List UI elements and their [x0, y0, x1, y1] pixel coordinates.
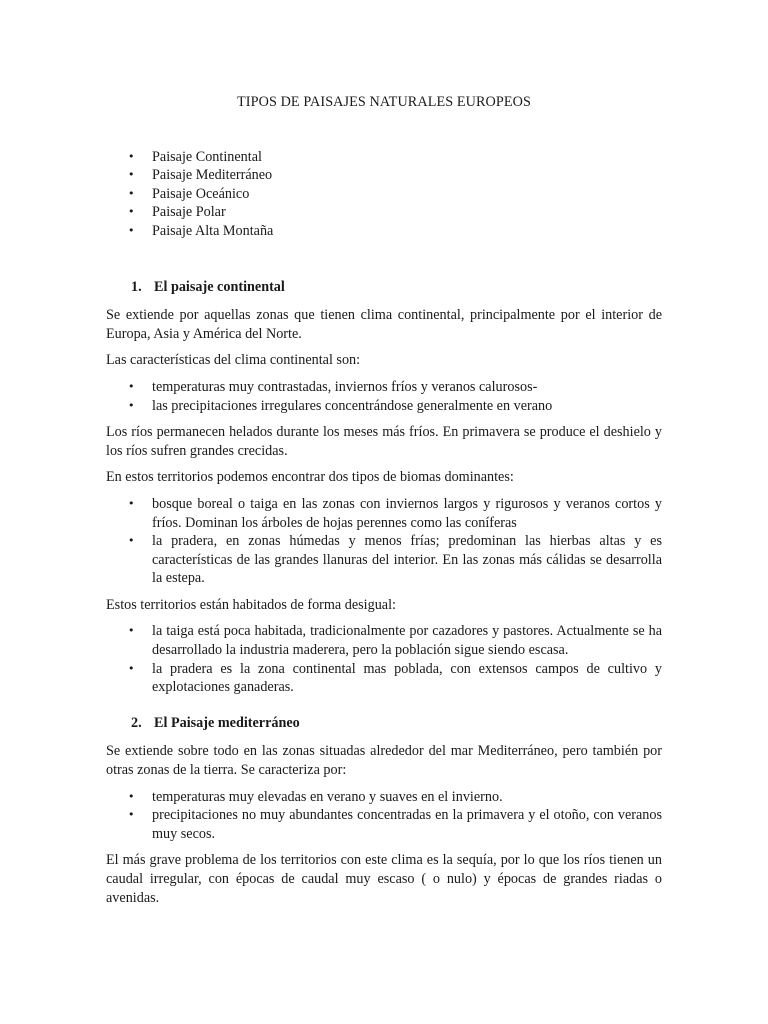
bullet-icon: •: [128, 496, 135, 510]
bullet-icon: •: [128, 624, 135, 638]
landscape-types-list: [106, 148, 662, 241]
climate-list: [106, 378, 662, 415]
section-title: El paisaje continental: [154, 278, 285, 295]
section-title: El Paisaje mediterráneo: [154, 714, 300, 731]
list-item: • temperaturas muy elevadas en verano y suaves en el invierno.: [128, 788, 503, 805]
paragraph: Se extiende por aquellas zonas que tienen clima continental, principalmente por el interior de Europa, Asia y América del Norte.: [106, 307, 662, 342]
list-item: • bosque boreal o taiga en las zonas con inviernos largos y rigurosos y veranos cortos y fríos. Dominan los árboles de hojas perennes como las coníferas: [128, 495, 662, 531]
bullet-icon: •: [128, 808, 135, 822]
paragraph: Los ríos permanecen helados durante los meses más fríos. En primavera se produce el deshielo y los ríos sufren grandes crecidas.: [106, 424, 662, 459]
bullet-icon: •: [128, 149, 135, 163]
paragraph: En estos territorios podemos encontrar dos tipos de biomas dominantes:: [106, 469, 514, 486]
bullet-icon: •: [128, 186, 135, 200]
list-item: • temperaturas muy contrastadas, inviernos fríos y veranos calurosos-: [128, 378, 538, 395]
list-item: • la pradera es la zona continental mas poblada, con extensos campos de cultivo y explotaciones ganaderas.: [128, 660, 662, 696]
bullet-icon: •: [128, 223, 135, 237]
paragraph: Estos territorios están habitados de forma desigual:: [106, 596, 396, 613]
habitation-list: [106, 622, 662, 696]
list-item: • precipitaciones no muy abundantes concentradas en la primavera y el otoño, con veranos muy secos.: [128, 807, 662, 842]
list-item: • Paisaje Oceánico: [128, 185, 250, 202]
section-number: 1.: [131, 278, 142, 295]
list-item: • Paisaje Alta Montaña: [128, 222, 274, 239]
bullet-icon: •: [128, 205, 135, 219]
traits-list: [106, 788, 662, 844]
list-item: • la pradera, en zonas húmedas y menos frías; predominan las hierbas altas y es características de las grandes llanuras del interior. En las zonas más cálidas se desarrolla la estepa.: [128, 533, 662, 587]
list-item: • las precipitaciones irregulares concentrándose generalmente en verano: [128, 397, 553, 414]
paragraph: El más grave problema de los territorios con este clima es la sequía, por lo que los ríos tienen un caudal irregular, con épocas de caudal muy escaso ( o nulo) y épocas de grandes riadas o avenidas.: [106, 852, 662, 906]
document-page: [106, 93, 662, 907]
bullet-icon: •: [128, 398, 135, 412]
bullet-icon: •: [128, 534, 135, 548]
section-heading-mediterranean: [106, 714, 662, 733]
paragraph: Las características del clima continental son:: [106, 352, 361, 369]
section-number: 2.: [131, 714, 142, 731]
bullet-icon: •: [128, 789, 135, 803]
biomes-list: [106, 495, 662, 588]
list-item: • Paisaje Mediterráneo: [128, 167, 273, 184]
list-item: • Paisaje Continental: [128, 148, 262, 165]
bullet-icon: •: [128, 168, 135, 182]
document-title: TIPOS DE PAISAJES NATURALES EUROPEOS: [237, 94, 531, 110]
list-item: • Paisaje Polar: [128, 204, 226, 221]
bullet-icon: •: [128, 661, 135, 675]
list-item: • la taiga está poca habitada, tradicionalmente por cazadores y pastores. Actualmente se ha desarrollado la industria maderera, pero la población sigue siendo escasa.: [128, 623, 662, 659]
paragraph: Se extiende sobre todo en las zonas situadas alrededor del mar Mediterráneo, pero también por otras zonas de la tierra. Se caracteriza por:: [106, 743, 662, 779]
section-heading-continental: [106, 278, 662, 297]
bullet-icon: •: [128, 379, 135, 393]
